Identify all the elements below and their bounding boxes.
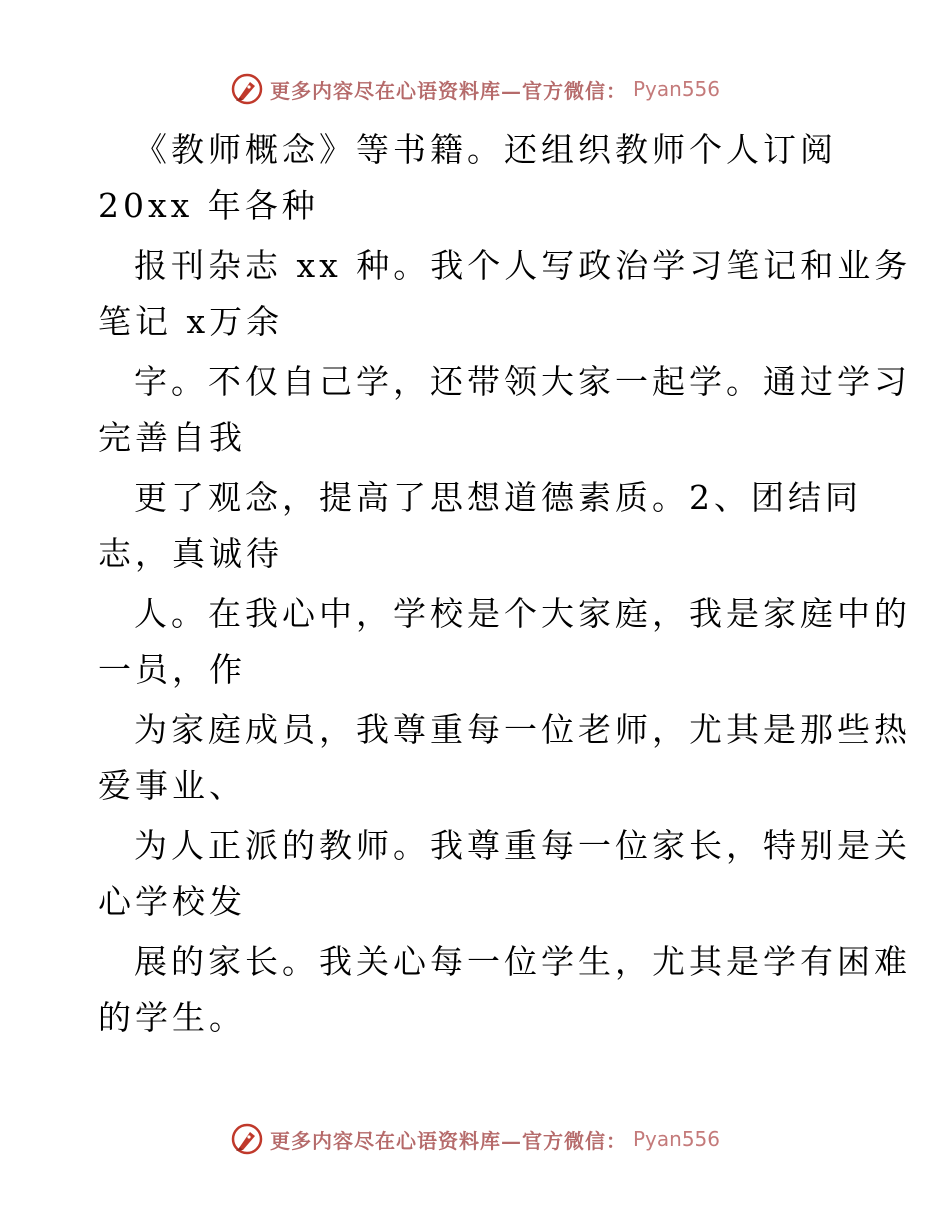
body-line: 人。在我心中，学校是个大家庭，我是家庭中的 — [134, 594, 911, 633]
body-line: 为家庭成员，我尊重每一位老师，尤其是那些热 — [134, 710, 911, 749]
body-line: 展的家长。我关心每一位学生，尤其是学有困难 — [134, 942, 911, 981]
header-banner — [0, 72, 950, 106]
header-banner-text: 更多内容尽在心语资料库—官方微信： — [269, 78, 627, 103]
footer-banner — [0, 1122, 950, 1156]
body-line: 20xx 年各种 — [98, 186, 319, 225]
pen-nib-logo-icon — [230, 72, 264, 106]
body-line: 《教师概念》等书籍。还组织教师个人订阅 — [134, 130, 837, 169]
body-line: 完善自我 — [98, 418, 246, 457]
body-line: 一员，作 — [98, 650, 246, 689]
body-line: 志，真诚待 — [98, 534, 283, 573]
body-line: 笔记 x万余 — [98, 302, 284, 341]
body-line: 心学校发 — [98, 882, 246, 921]
body-line: 的学生。 — [98, 998, 246, 1037]
pen-nib-logo-icon — [230, 1122, 264, 1156]
body-line: 字。不仅自己学，还带领大家一起学。通过学习 — [134, 362, 911, 401]
footer-wechat-id: Pyan556 — [632, 1127, 720, 1151]
body-line: 报刊杂志 xx 种。我个人写政治学习笔记和业务 — [134, 246, 912, 285]
footer-banner-text: 更多内容尽在心语资料库—官方微信： — [269, 1128, 627, 1153]
body-line: 爱事业、 — [98, 766, 246, 805]
header-wechat-id: Pyan556 — [632, 77, 720, 101]
body-line: 更了观念，提高了思想道德素质。2、团结同 — [134, 478, 862, 517]
body-line: 为人正派的教师。我尊重每一位家长，特别是关 — [134, 826, 911, 865]
